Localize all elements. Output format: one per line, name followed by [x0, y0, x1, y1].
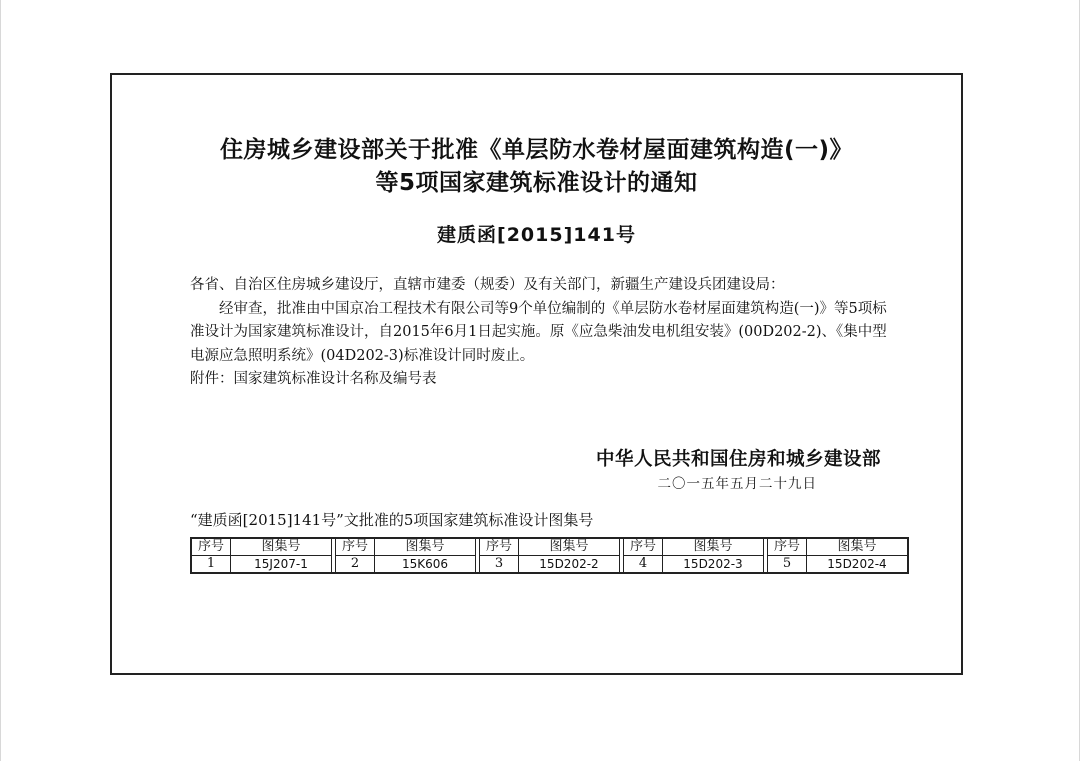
row-seq: 3	[480, 556, 519, 574]
header-seq: 序号	[768, 538, 807, 556]
document-number: 建质函[2015]141号	[437, 224, 636, 246]
table-data-row	[191, 556, 908, 574]
row-code: 15J207-1	[231, 556, 332, 574]
table-header-row	[191, 538, 908, 556]
atlas-number-table	[190, 537, 909, 574]
notice-title-line1: 住房城乡建设部关于批准《单层防水卷材屋面建筑构造(一)》	[219, 137, 854, 163]
header-code: 图集号	[231, 538, 332, 556]
row-code: 15D202-3	[663, 556, 764, 574]
header-code: 图集号	[375, 538, 476, 556]
header-seq: 序号	[191, 538, 231, 556]
approval-paragraph: 经审查，批准由中国京冶工程技术有限公司等9个单位编制的《单层防水卷材屋面建筑构造(一)》等5项标准设计为国家建筑标准设计，自2015年6月1日起实施。原《应急柴油发电机组安装》(00D202-2)、《集中型电源应急照明系统》(04D202-3)标准设计同时废止。	[190, 300, 887, 364]
header-seq: 序号	[336, 538, 375, 556]
table-caption: “建质函[2015]141号”文批准的5项国家建筑标准设计图集号	[190, 511, 594, 529]
header-code: 图集号	[519, 538, 620, 556]
row-seq: 4	[624, 556, 663, 574]
header-code: 图集号	[807, 538, 909, 556]
document-frame	[110, 73, 963, 675]
header-code: 图集号	[663, 538, 764, 556]
notice-body	[190, 274, 890, 392]
row-seq: 2	[336, 556, 375, 574]
header-seq: 序号	[480, 538, 519, 556]
row-seq: 1	[191, 556, 231, 574]
attachment-line: 附件：国家建筑标准设计名称及编号表	[190, 371, 437, 387]
row-code: 15D202-4	[807, 556, 909, 574]
page-edge-left	[0, 0, 1, 761]
row-code: 15D202-2	[519, 556, 620, 574]
notice-title-line2: 等5项国家建筑标准设计的通知	[375, 170, 698, 196]
header-seq: 序号	[624, 538, 663, 556]
addressee-paragraph: 各省、自治区住房城乡建设厅，直辖市建委（规委）及有关部门，新疆生产建设兵团建设局：	[190, 277, 785, 293]
row-code: 15K606	[375, 556, 476, 574]
issuing-authority: 中华人民共和国住房和城乡建设部	[595, 449, 881, 470]
issue-date: 二〇一五年五月二十九日	[657, 476, 817, 492]
row-seq: 5	[768, 556, 807, 574]
